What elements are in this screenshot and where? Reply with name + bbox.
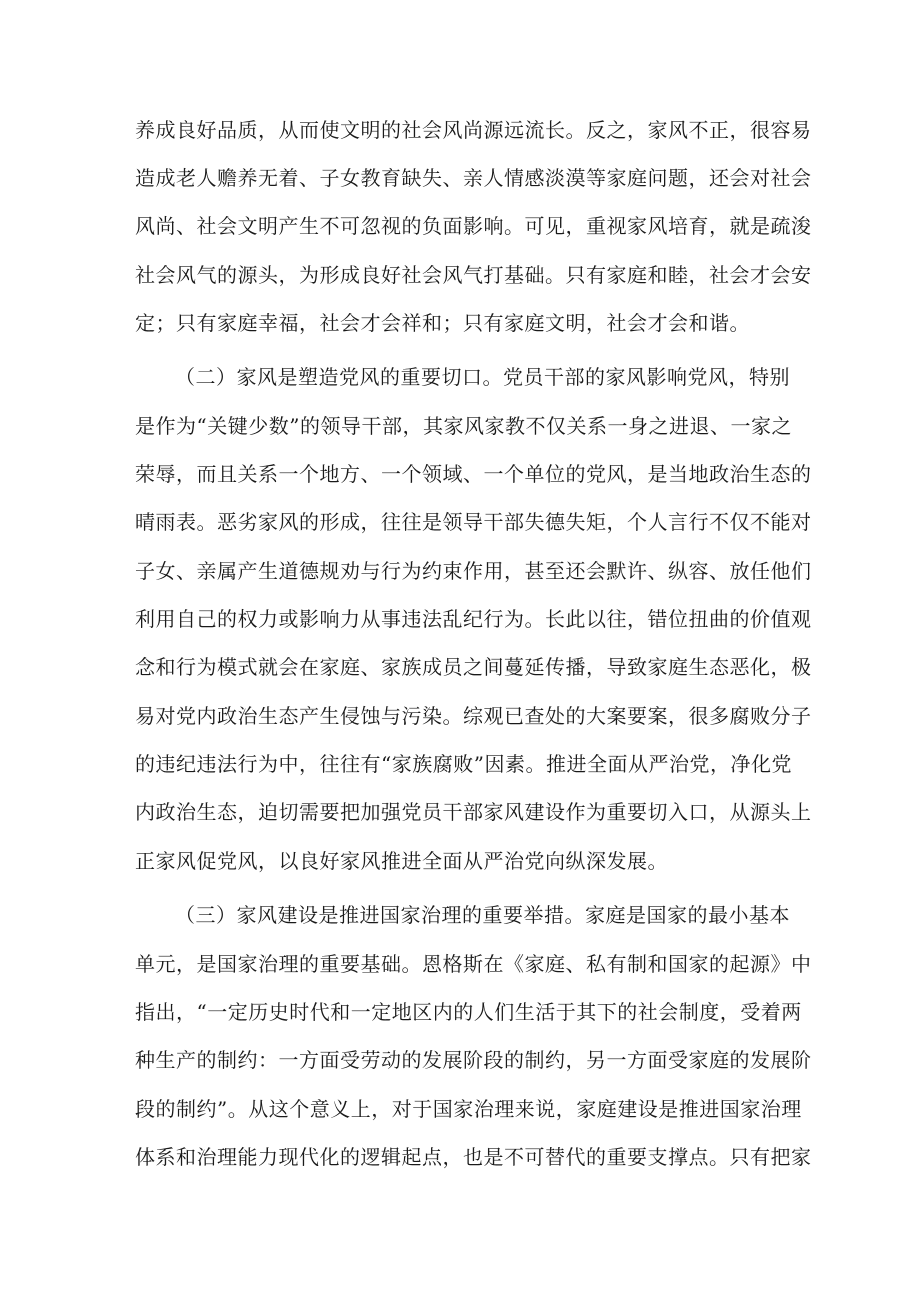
text-line: 念和行为模式就会在家庭、家族成员之间蔓延传播，导致家庭生态恶化，极 [135,655,812,679]
text-line: 风尚、社会文明产生不可忽视的负面影响。可见，重视家风培育，就是疏浚 [135,214,812,238]
text-line: 的违纪违法行为中，往往有“家族腐败”因素。推进全面从严治党，净化党 [135,752,792,776]
text-line: 内政治生态，迫切需要把加强党员干部家风建设作为重要切入口，从源头上 [135,800,812,824]
text-line: 荣辱，而且关系一个地方、一个领域、一个单位的党风，是当地政治生态的 [135,462,812,486]
text-line: 造成老人赡养无着、子女教育缺失、亲人情感淡漠等家庭问题，还会对社会 [135,166,812,190]
paragraph-heading-line: （三）家风建设是推进国家治理的重要举措。家庭是国家的最小基本 [175,903,790,927]
text-line: 易对党内政治生态产生侵蚀与污染。综观已查处的大案要案，很多腐败分子 [135,704,812,728]
text-line: 晴雨表。恶劣家风的形成，往往是领导干部失德失矩，个人言行不仅不能对 [135,510,812,534]
paragraph-heading-line: （二）家风是塑造党风的重要切口。党员干部的家风影响党风，特别 [175,365,790,389]
text-line: 体系和治理能力现代化的逻辑起点，也是不可替代的重要支撑点。只有把家 [135,1145,812,1169]
text-line: 社会风气的源头，为形成良好社会风气打基础。只有家庭和睦，社会才会安 [135,263,812,287]
text-line: 是作为“关键少数”的领导干部，其家风家教不仅关系一身之进退、一家之 [135,414,792,438]
text-line: 利用自己的权力或影响力从事违法乱纪行为。长此以往，错位扭曲的价值观 [135,607,812,631]
text-line: 指出，“一定历史时代和一定地区内的人们生活于其下的社会制度，受着两 [135,1000,802,1024]
text-line: 子女、亲属产生道德规劝与行为约束作用，甚至还会默许、纵容、放任他们 [135,559,812,583]
text-line: 段的制约”。从这个意义上，对于国家治理来说，家庭建设是推进国家治理 [135,1097,802,1121]
text-line: 种生产的制约：一方面受劳动的发展阶段的制约，另一方面受家庭的发展阶 [135,1048,812,1072]
text-line: 正家风促党风，以良好家风推进全面从严治党向纵深发展。 [135,849,668,873]
text-line: 定；只有家庭幸福，社会才会祥和；只有家庭文明，社会才会和谐。 [135,311,750,335]
text-line: 单元，是国家治理的重要基础。恩格斯在《家庭、私有制和国家的起源》中 [135,952,812,976]
text-line: 养成良好品质，从而使文明的社会风尚源远流长。反之，家风不正，很容易 [135,118,812,142]
